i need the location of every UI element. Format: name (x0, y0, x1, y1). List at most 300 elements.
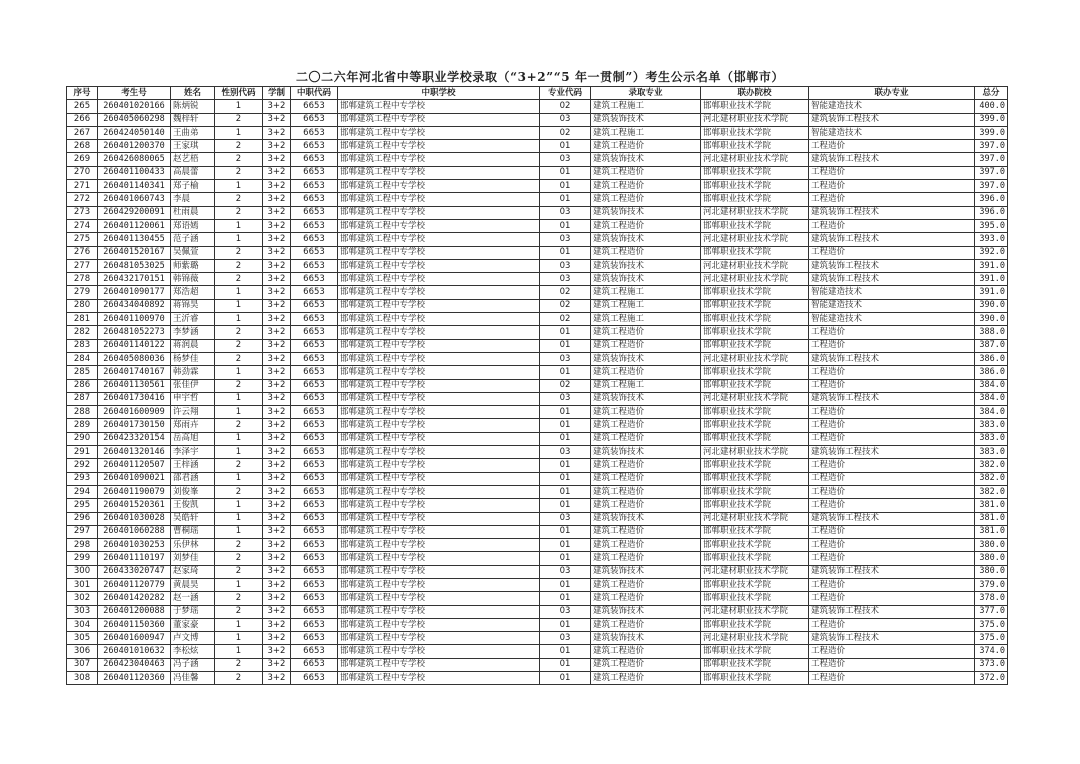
cell-total-score: 384.0 (975, 392, 1008, 405)
cell-school: 邯郸建筑工程中专学校 (338, 552, 540, 565)
cell-seq: 270 (67, 166, 98, 179)
cell-exam-number: 260401090177 (98, 286, 171, 299)
cell-school-code: 6653 (291, 219, 338, 232)
cell-total-score: 380.0 (975, 565, 1008, 578)
cell-major-code: 01 (540, 525, 591, 538)
cell-exam-number: 260401600909 (98, 406, 171, 419)
cell-schooling: 3+2 (263, 446, 291, 459)
cell-schooling: 3+2 (263, 126, 291, 139)
cell-partner-major: 工程造价 (809, 672, 975, 685)
cell-major: 建筑工程造价 (591, 485, 701, 498)
cell-school-code: 6653 (291, 166, 338, 179)
cell-major: 建筑装饰技术 (591, 259, 701, 272)
cell-exam-number: 260401030028 (98, 512, 171, 525)
cell-gender-code: 2 (215, 206, 263, 219)
cell-major-code: 01 (540, 406, 591, 419)
cell-school-code: 6653 (291, 419, 338, 432)
cell-major-code: 02 (540, 379, 591, 392)
cell-gender-code: 1 (215, 313, 263, 326)
cell-gender-code: 1 (215, 286, 263, 299)
cell-exam-number: 260401190079 (98, 485, 171, 498)
cell-partner-major: 工程造价 (809, 578, 975, 591)
cell-partner-major: 智能建造技术 (809, 299, 975, 312)
cell-partner-college: 邯郸职业技术学院 (701, 552, 809, 565)
cell-major: 建筑装饰技术 (591, 392, 701, 405)
cell-school: 邯郸建筑工程中专学校 (338, 153, 540, 166)
table-row (67, 379, 1008, 392)
cell-exam-number: 260401520361 (98, 499, 171, 512)
table-row (67, 126, 1008, 139)
cell-major-code: 03 (540, 273, 591, 286)
table-row (67, 446, 1008, 459)
cell-seq: 268 (67, 140, 98, 153)
cell-school-code: 6653 (291, 552, 338, 565)
cell-name: 于梦瑶 (171, 605, 215, 618)
cell-total-score: 378.0 (975, 592, 1008, 605)
cell-school: 邯郸建筑工程中专学校 (338, 166, 540, 179)
cell-partner-major: 工程造价 (809, 552, 975, 565)
cell-schooling: 3+2 (263, 352, 291, 365)
cell-total-score: 381.0 (975, 499, 1008, 512)
cell-gender-code: 2 (215, 153, 263, 166)
cell-major-code: 03 (540, 512, 591, 525)
cell-name: 赵艺梧 (171, 153, 215, 166)
cell-schooling: 3+2 (263, 379, 291, 392)
cell-major: 建筑工程造价 (591, 180, 701, 193)
table-row (67, 459, 1008, 472)
cell-total-score: 388.0 (975, 326, 1008, 339)
cell-exam-number: 260401060743 (98, 193, 171, 206)
cell-partner-college: 邯郸职业技术学院 (701, 326, 809, 339)
table-row (67, 166, 1008, 179)
cell-name: 范子涵 (171, 233, 215, 246)
cell-gender-code: 1 (215, 525, 263, 538)
table-row (67, 193, 1008, 206)
cell-major-code: 03 (540, 259, 591, 272)
cell-partner-major: 工程造价 (809, 366, 975, 379)
cell-school: 邯郸建筑工程中专学校 (338, 259, 540, 272)
cell-seq: 297 (67, 525, 98, 538)
cell-partner-major: 工程造价 (809, 539, 975, 552)
cell-total-score: 386.0 (975, 352, 1008, 365)
cell-schooling: 3+2 (263, 339, 291, 352)
cell-name: 张佳伊 (171, 379, 215, 392)
cell-major-code: 01 (540, 552, 591, 565)
cell-major: 建筑工程施工 (591, 313, 701, 326)
cell-partner-college: 邯郸职业技术学院 (701, 339, 809, 352)
cell-partner-college: 邯郸职业技术学院 (701, 366, 809, 379)
cell-exam-number: 260433020747 (98, 565, 171, 578)
cell-major-code: 03 (540, 605, 591, 618)
cell-major-code: 01 (540, 193, 591, 206)
cell-major: 建筑工程造价 (591, 578, 701, 591)
cell-schooling: 3+2 (263, 366, 291, 379)
cell-partner-college: 邯郸职业技术学院 (701, 432, 809, 445)
cell-school-code: 6653 (291, 286, 338, 299)
cell-exam-number: 260401600947 (98, 632, 171, 645)
cell-gender-code: 2 (215, 565, 263, 578)
cell-major: 建筑工程施工 (591, 286, 701, 299)
cell-major: 建筑装饰技术 (591, 446, 701, 459)
table-header-row (67, 87, 1008, 100)
cell-gender-code: 1 (215, 512, 263, 525)
cell-total-score: 382.0 (975, 485, 1008, 498)
cell-gender-code: 1 (215, 392, 263, 405)
cell-gender-code: 2 (215, 592, 263, 605)
cell-schooling: 3+2 (263, 472, 291, 485)
cell-partner-major: 建筑装饰工程技术 (809, 273, 975, 286)
cell-gender-code: 2 (215, 485, 263, 498)
cell-partner-college: 邯郸职业技术学院 (701, 166, 809, 179)
cell-major: 建筑工程造价 (591, 326, 701, 339)
table-row (67, 565, 1008, 578)
cell-school: 邯郸建筑工程中专学校 (338, 472, 540, 485)
cell-school-code: 6653 (291, 499, 338, 512)
cell-partner-major: 建筑装饰工程技术 (809, 206, 975, 219)
cell-name: 杜雨晨 (171, 206, 215, 219)
cell-schooling: 3+2 (263, 113, 291, 126)
cell-gender-code: 1 (215, 233, 263, 246)
cell-name: 乐伊林 (171, 539, 215, 552)
cell-seq: 300 (67, 565, 98, 578)
cell-school: 邯郸建筑工程中专学校 (338, 459, 540, 472)
cell-name: 吴佩萱 (171, 246, 215, 259)
cell-major: 建筑装饰技术 (591, 153, 701, 166)
cell-seq: 305 (67, 632, 98, 645)
cell-partner-college: 邯郸职业技术学院 (701, 140, 809, 153)
cell-partner-college: 河北建材职业技术学院 (701, 352, 809, 365)
cell-major-code: 01 (540, 366, 591, 379)
cell-seq: 288 (67, 406, 98, 419)
cell-school: 邯郸建筑工程中专学校 (338, 339, 540, 352)
cell-schooling: 3+2 (263, 193, 291, 206)
cell-partner-major: 工程造价 (809, 339, 975, 352)
cell-gender-code: 1 (215, 499, 263, 512)
column-header: 性别代码 (215, 87, 263, 100)
cell-partner-major: 工程造价 (809, 525, 975, 538)
cell-total-score: 377.0 (975, 605, 1008, 618)
cell-partner-major: 建筑装饰工程技术 (809, 113, 975, 126)
cell-total-score: 383.0 (975, 419, 1008, 432)
cell-name: 李松炫 (171, 645, 215, 658)
cell-exam-number: 260401110197 (98, 552, 171, 565)
cell-major: 建筑装饰技术 (591, 273, 701, 286)
column-header: 中职学校 (338, 87, 540, 100)
cell-exam-number: 260401120507 (98, 459, 171, 472)
cell-total-score: 391.0 (975, 273, 1008, 286)
cell-major-code: 02 (540, 126, 591, 139)
cell-seq: 308 (67, 672, 98, 685)
table-row (67, 180, 1008, 193)
cell-seq: 285 (67, 366, 98, 379)
cell-school: 邯郸建筑工程中专学校 (338, 446, 540, 459)
cell-exam-number: 260401120061 (98, 219, 171, 232)
cell-total-score: 386.0 (975, 366, 1008, 379)
cell-major: 建筑装饰技术 (591, 632, 701, 645)
cell-schooling: 3+2 (263, 233, 291, 246)
cell-partner-college: 邯郸职业技术学院 (701, 193, 809, 206)
cell-partner-major: 工程造价 (809, 219, 975, 232)
table-row (67, 432, 1008, 445)
cell-partner-college: 邯郸职业技术学院 (701, 578, 809, 591)
cell-exam-number: 260405080036 (98, 352, 171, 365)
cell-school-code: 6653 (291, 605, 338, 618)
cell-school-code: 6653 (291, 392, 338, 405)
cell-major: 建筑装饰技术 (591, 565, 701, 578)
table-row (67, 512, 1008, 525)
cell-seq: 266 (67, 113, 98, 126)
cell-partner-major: 建筑装饰工程技术 (809, 259, 975, 272)
cell-seq: 281 (67, 313, 98, 326)
table-row (67, 485, 1008, 498)
cell-name: 蒋润晨 (171, 339, 215, 352)
cell-partner-college: 邯郸职业技术学院 (701, 499, 809, 512)
cell-name: 郑语嫣 (171, 219, 215, 232)
cell-partner-college: 邯郸职业技术学院 (701, 100, 809, 113)
cell-gender-code: 2 (215, 419, 263, 432)
cell-major-code: 01 (540, 459, 591, 472)
cell-partner-college: 河北建材职业技术学院 (701, 512, 809, 525)
cell-exam-number: 260401130561 (98, 379, 171, 392)
cell-exam-number: 260401520167 (98, 246, 171, 259)
cell-exam-number: 260401120779 (98, 578, 171, 591)
cell-exam-number: 260401740167 (98, 366, 171, 379)
cell-major: 建筑工程造价 (591, 366, 701, 379)
cell-exam-number: 260401730416 (98, 392, 171, 405)
cell-partner-major: 工程造价 (809, 499, 975, 512)
table-row (67, 499, 1008, 512)
cell-gender-code: 2 (215, 273, 263, 286)
table-row (67, 406, 1008, 419)
cell-major: 建筑工程造价 (591, 246, 701, 259)
cell-partner-college: 邯郸职业技术学院 (701, 592, 809, 605)
cell-total-score: 374.0 (975, 645, 1008, 658)
table-row (67, 539, 1008, 552)
cell-major: 建筑装饰技术 (591, 233, 701, 246)
cell-school: 邯郸建筑工程中专学校 (338, 539, 540, 552)
cell-schooling: 3+2 (263, 592, 291, 605)
cell-school-code: 6653 (291, 259, 338, 272)
column-header: 姓名 (171, 87, 215, 100)
cell-schooling: 3+2 (263, 286, 291, 299)
cell-major-code: 01 (540, 339, 591, 352)
cell-schooling: 3+2 (263, 246, 291, 259)
table-row (67, 339, 1008, 352)
cell-gender-code: 2 (215, 352, 263, 365)
cell-gender-code: 1 (215, 366, 263, 379)
cell-school: 邯郸建筑工程中专学校 (338, 406, 540, 419)
cell-partner-college: 邯郸职业技术学院 (701, 379, 809, 392)
cell-school-code: 6653 (291, 246, 338, 259)
cell-major-code: 01 (540, 672, 591, 685)
cell-school-code: 6653 (291, 618, 338, 631)
cell-major: 建筑工程造价 (591, 645, 701, 658)
cell-partner-college: 邯郸职业技术学院 (701, 618, 809, 631)
cell-seq: 306 (67, 645, 98, 658)
table-row (67, 366, 1008, 379)
cell-major-code: 03 (540, 153, 591, 166)
cell-total-score: 383.0 (975, 446, 1008, 459)
cell-schooling: 3+2 (263, 166, 291, 179)
cell-partner-major: 建筑装饰工程技术 (809, 605, 975, 618)
cell-school-code: 6653 (291, 446, 338, 459)
cell-schooling: 3+2 (263, 485, 291, 498)
column-header: 序号 (67, 87, 98, 100)
cell-gender-code: 2 (215, 193, 263, 206)
cell-seq: 304 (67, 618, 98, 631)
cell-exam-number: 260424050140 (98, 126, 171, 139)
cell-exam-number: 260401320146 (98, 446, 171, 459)
cell-partner-major: 智能建造技术 (809, 126, 975, 139)
cell-seq: 265 (67, 100, 98, 113)
cell-school-code: 6653 (291, 366, 338, 379)
cell-name: 邵君涵 (171, 472, 215, 485)
cell-partner-major: 建筑装饰工程技术 (809, 565, 975, 578)
cell-exam-number: 260401200370 (98, 140, 171, 153)
cell-major: 建筑装饰技术 (591, 352, 701, 365)
cell-total-score: 390.0 (975, 299, 1008, 312)
cell-name: 许云翔 (171, 406, 215, 419)
cell-school: 邯郸建筑工程中专学校 (338, 233, 540, 246)
cell-school-code: 6653 (291, 645, 338, 658)
cell-exam-number: 260401030253 (98, 539, 171, 552)
cell-school: 邯郸建筑工程中专学校 (338, 366, 540, 379)
cell-seq: 293 (67, 472, 98, 485)
table-row (67, 472, 1008, 485)
cell-school-code: 6653 (291, 578, 338, 591)
cell-total-score: 373.0 (975, 658, 1008, 671)
cell-partner-college: 河北建材职业技术学院 (701, 206, 809, 219)
cell-major: 建筑工程施工 (591, 299, 701, 312)
cell-total-score: 391.0 (975, 286, 1008, 299)
cell-major-code: 01 (540, 645, 591, 658)
cell-seq: 295 (67, 499, 98, 512)
cell-schooling: 3+2 (263, 219, 291, 232)
cell-schooling: 3+2 (263, 565, 291, 578)
cell-partner-college: 邯郸职业技术学院 (701, 658, 809, 671)
cell-school-code: 6653 (291, 140, 338, 153)
cell-major: 建筑工程造价 (591, 618, 701, 631)
cell-name: 冯子涵 (171, 658, 215, 671)
cell-seq: 291 (67, 446, 98, 459)
cell-major-code: 01 (540, 140, 591, 153)
cell-school: 邯郸建筑工程中专学校 (338, 419, 540, 432)
cell-schooling: 3+2 (263, 459, 291, 472)
cell-major: 建筑工程造价 (591, 552, 701, 565)
cell-school-code: 6653 (291, 153, 338, 166)
cell-seq: 273 (67, 206, 98, 219)
cell-exam-number: 260401130455 (98, 233, 171, 246)
cell-school-code: 6653 (291, 472, 338, 485)
cell-school-code: 6653 (291, 313, 338, 326)
cell-schooling: 3+2 (263, 645, 291, 658)
cell-schooling: 3+2 (263, 658, 291, 671)
cell-partner-college: 邯郸职业技术学院 (701, 485, 809, 498)
column-header: 考生号 (98, 87, 171, 100)
cell-major: 建筑工程造价 (591, 193, 701, 206)
cell-major: 建筑工程造价 (591, 472, 701, 485)
column-header: 总分 (975, 87, 1008, 100)
cell-name: 王沂睿 (171, 313, 215, 326)
cell-major: 建筑工程造价 (591, 592, 701, 605)
cell-partner-college: 邯郸职业技术学院 (701, 219, 809, 232)
cell-total-score: 397.0 (975, 140, 1008, 153)
cell-gender-code: 2 (215, 246, 263, 259)
cell-name: 王家琪 (171, 140, 215, 153)
cell-school-code: 6653 (291, 126, 338, 139)
cell-name: 赵家琦 (171, 565, 215, 578)
cell-seq: 278 (67, 273, 98, 286)
cell-name: 郑浩超 (171, 286, 215, 299)
cell-schooling: 3+2 (263, 273, 291, 286)
cell-schooling: 3+2 (263, 539, 291, 552)
cell-name: 韩劲霖 (171, 366, 215, 379)
cell-school-code: 6653 (291, 565, 338, 578)
cell-school: 邯郸建筑工程中专学校 (338, 113, 540, 126)
cell-gender-code: 2 (215, 113, 263, 126)
cell-name: 师紫璐 (171, 259, 215, 272)
cell-schooling: 3+2 (263, 432, 291, 445)
cell-school: 邯郸建筑工程中专学校 (338, 578, 540, 591)
cell-gender-code: 2 (215, 339, 263, 352)
cell-total-score: 384.0 (975, 406, 1008, 419)
cell-partner-college: 河北建材职业技术学院 (701, 605, 809, 618)
cell-school-code: 6653 (291, 539, 338, 552)
cell-school: 邯郸建筑工程中专学校 (338, 658, 540, 671)
cell-school-code: 6653 (291, 233, 338, 246)
cell-name: 岳高旭 (171, 432, 215, 445)
cell-school-code: 6653 (291, 432, 338, 445)
cell-school-code: 6653 (291, 406, 338, 419)
cell-major-code: 01 (540, 432, 591, 445)
table-row (67, 113, 1008, 126)
cell-name: 高晨蕾 (171, 166, 215, 179)
cell-major-code: 01 (540, 618, 591, 631)
cell-schooling: 3+2 (263, 512, 291, 525)
cell-name: 赵一涵 (171, 592, 215, 605)
cell-schooling: 3+2 (263, 632, 291, 645)
cell-major: 建筑工程造价 (591, 339, 701, 352)
cell-partner-major: 工程造价 (809, 419, 975, 432)
cell-partner-major: 工程造价 (809, 379, 975, 392)
table-row (67, 153, 1008, 166)
cell-schooling: 3+2 (263, 299, 291, 312)
cell-seq: 301 (67, 578, 98, 591)
cell-gender-code: 1 (215, 180, 263, 193)
cell-school-code: 6653 (291, 326, 338, 339)
table-row (67, 326, 1008, 339)
cell-seq: 296 (67, 512, 98, 525)
cell-seq: 299 (67, 552, 98, 565)
cell-total-score: 399.0 (975, 126, 1008, 139)
cell-partner-major: 工程造价 (809, 485, 975, 498)
cell-partner-major: 智能建造技术 (809, 100, 975, 113)
cell-partner-major: 工程造价 (809, 180, 975, 193)
cell-name: 魏梓轩 (171, 113, 215, 126)
cell-total-score: 396.0 (975, 193, 1008, 206)
cell-major-code: 01 (540, 485, 591, 498)
cell-major-code: 01 (540, 419, 591, 432)
cell-partner-major: 建筑装饰工程技术 (809, 233, 975, 246)
cell-name: 刘梦佳 (171, 552, 215, 565)
cell-school-code: 6653 (291, 485, 338, 498)
cell-partner-major: 工程造价 (809, 166, 975, 179)
cell-partner-college: 邯郸职业技术学院 (701, 525, 809, 538)
cell-partner-college: 邯郸职业技术学院 (701, 459, 809, 472)
cell-exam-number: 260401120360 (98, 672, 171, 685)
table-row (67, 246, 1008, 259)
table-row (67, 273, 1008, 286)
